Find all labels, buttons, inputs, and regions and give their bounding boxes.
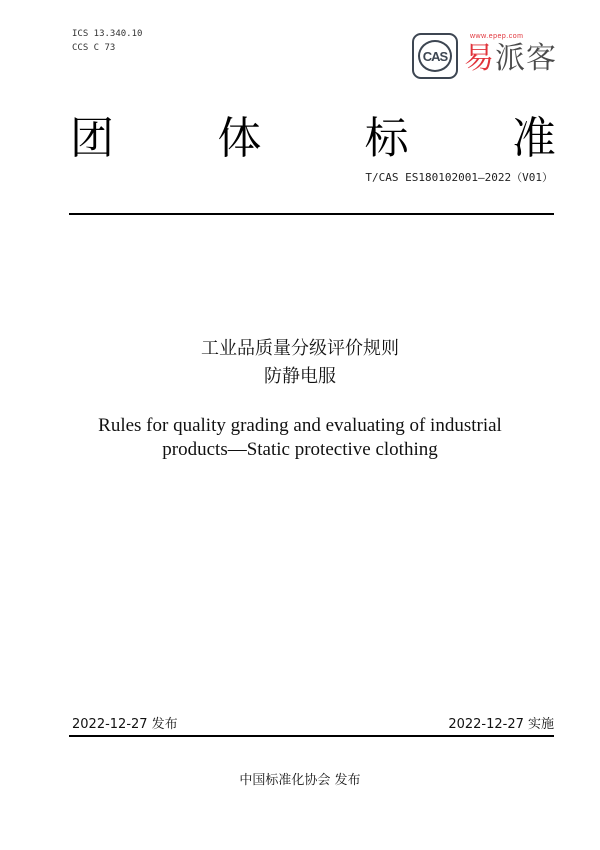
header-divider: [69, 213, 554, 215]
cas-logo-icon: [412, 33, 458, 79]
standard-number: T/CAS ES180102001—2022（V01）: [365, 171, 553, 184]
ics-code: ICS 13.340.10: [72, 29, 143, 39]
implementation-date: 2022-12-27 实施: [448, 717, 554, 732]
title-char: 准: [511, 113, 556, 164]
footer-divider: [69, 735, 554, 737]
chinese-title-line-2: 防静电服: [264, 366, 336, 387]
brand-logo-text: [464, 42, 557, 76]
classification-codes: [72, 27, 142, 55]
english-title-line-1: Rules for quality grading and evaluating of industrial: [98, 415, 502, 436]
title-char: 标: [364, 113, 409, 164]
chinese-title-line-1: 工业品质量分级评价规则: [201, 338, 399, 359]
brand-first-char: 易: [464, 41, 495, 76]
english-title-line-2: products—Static protective clothing: [162, 439, 438, 460]
brand-rest: 派客: [495, 41, 557, 76]
ccs-code: CCS C 73: [72, 43, 116, 53]
standard-type-title: [70, 104, 556, 164]
brand-url: www.epep.com: [470, 33, 524, 40]
title-char: 体: [217, 113, 262, 164]
publisher-logo: [412, 33, 557, 79]
cas-logo-text: CAS: [418, 40, 452, 72]
english-title: [0, 414, 600, 462]
issue-date: 2022-12-27 发布: [72, 717, 178, 732]
chinese-title: [0, 335, 600, 391]
publisher-line: 中国标准化协会 发布: [239, 773, 361, 788]
title-char: 团: [70, 113, 114, 164]
